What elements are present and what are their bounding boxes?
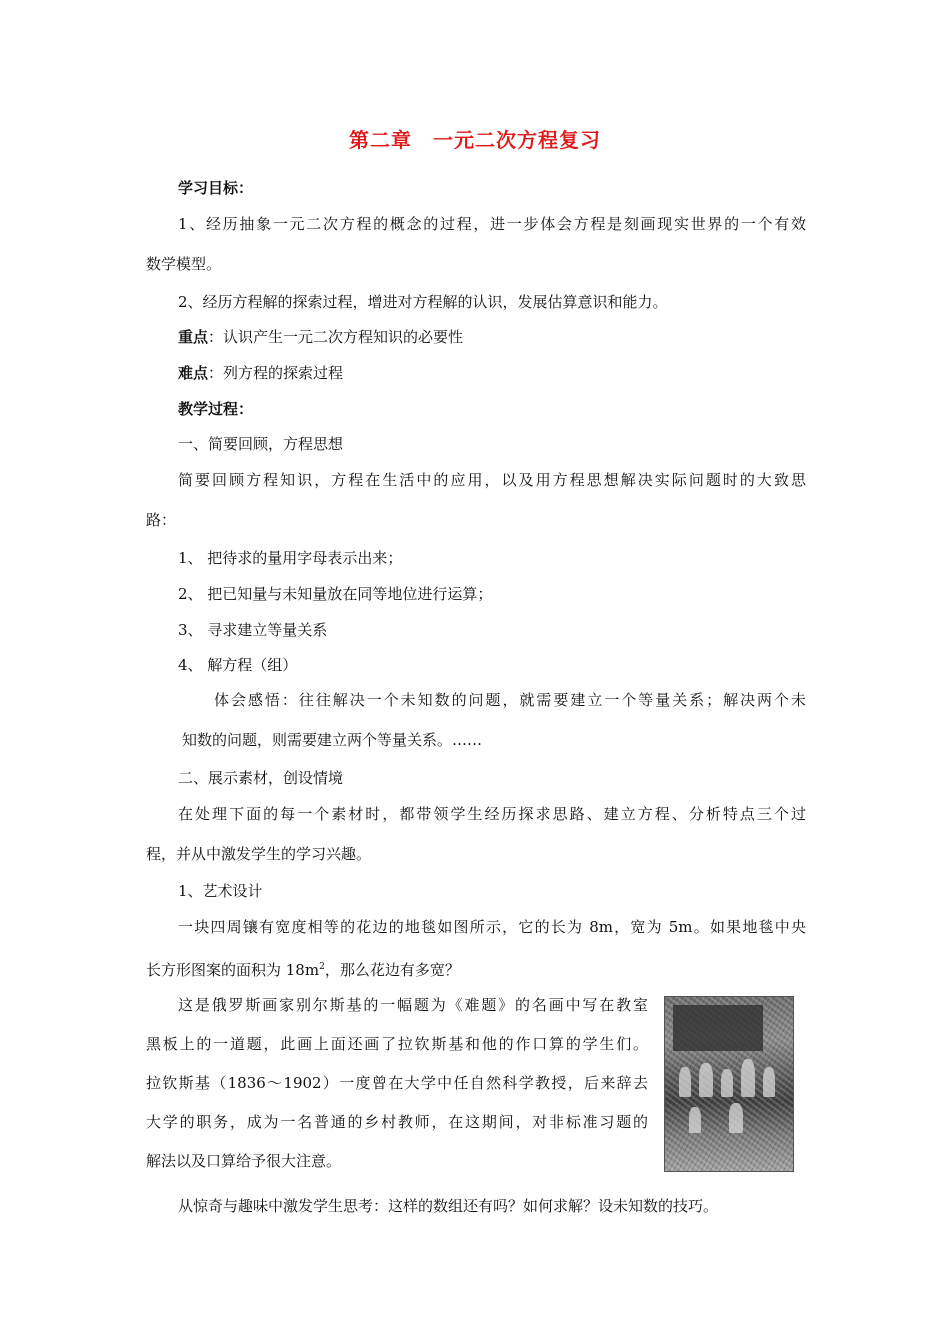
painting-image [664, 996, 794, 1172]
insight-line-1: 体会感悟：往往解决一个未知数的问题，就需要建立一个等量关系；解决两个未 [214, 691, 806, 709]
difficulty-text: ：列方程的探索过程 [208, 364, 344, 382]
section-2-line-1: 在处理下面的每一个素材时，都带领学生经历探求思路、建立方程、分析特点三个过 [178, 805, 806, 823]
objectives-label: 学习目标： [178, 179, 254, 197]
step-2: 2、 把已知量与未知量放在同等地位进行运算； [178, 585, 493, 603]
objective-2: 2、经历方程解的探索过程，增进对方程解的认识，发展估算意识和能力。 [178, 293, 668, 311]
document-title: 第二章 一元二次方程复习 [349, 128, 601, 152]
step-3: 3、 寻求建立等量关系 [178, 621, 328, 639]
figure-shape [689, 1107, 701, 1133]
step-4: 4、 解方程（组） [178, 656, 298, 674]
key-point [178, 327, 463, 347]
story-line-1: 这是俄罗斯画家别尔斯基的一幅题为《难题》的名画中写在教室 [178, 996, 648, 1014]
closing-line: 从惊奇与趣味中激发学生思考：这样的数组还有吗？如何求解？设未知数的技巧。 [178, 1197, 719, 1215]
story-line-2: 黑板上的一道题，此画上面还画了拉钦斯基和他的作口算的学生们。 [146, 1035, 648, 1053]
insight-line-2: 知数的问题，则需要建立两个等量关系。…… [182, 731, 483, 749]
figure-shape [679, 1067, 691, 1097]
art-line-2-text: 长方形图案的面积为 18m [146, 961, 320, 979]
objective-1-line-1: 1、经历抽象一元二次方程的概念的过程，进一步体会方程是刻画现实世界的一个有效 [178, 215, 806, 233]
art-line-1: 一块四周镶有宽度相等的花边的地毯如图所示，它的长为 8m，宽为 5m。如果地毯中央 [178, 918, 806, 936]
art-heading: 1、艺术设计 [178, 882, 263, 900]
difficulty [178, 363, 343, 383]
story-line-5: 解法以及口算给予很大注意。 [146, 1152, 342, 1170]
art-line-2-question: ，那么花边有多宽？ [324, 961, 460, 979]
figure-shape [763, 1067, 775, 1097]
blackboard-shape [673, 1005, 763, 1051]
figure-shape [741, 1059, 755, 1097]
step-1: 1、 把待求的量用字母表示出来； [178, 549, 403, 567]
section-1-heading: 一、简要回顾，方程思想 [178, 435, 344, 453]
difficulty-label: 难点 [178, 364, 209, 382]
story-line-3: 拉钦斯基（1836～1902）一度曾在大学中任自然科学教授，后来辞去 [146, 1074, 648, 1092]
key-point-text: ：认识产生一元二次方程知识的必要性 [208, 328, 464, 346]
story-line-4: 大学的职务，成为一名普通的乡村教师，在这期间，对非标准习题的 [146, 1113, 648, 1131]
figure-shape [721, 1069, 733, 1097]
process-label: 教学过程： [178, 400, 254, 418]
section-2-line-2: 程，并从中激发学生的学习兴趣。 [146, 845, 372, 863]
figure-shape [729, 1103, 743, 1133]
art-line-2 [146, 957, 460, 980]
figure-shape [699, 1063, 713, 1097]
section-1-line-2: 路： [146, 511, 177, 529]
key-point-label: 重点 [178, 328, 209, 346]
superscript-2: 2 [319, 962, 325, 972]
section-1-line-1: 简要回顾方程知识，方程在生活中的应用，以及用方程思想解决实际问题时的大致思 [178, 471, 806, 489]
objective-1-line-2: 数学模型。 [146, 255, 222, 273]
section-2-heading: 二、展示素材，创设情境 [178, 769, 344, 787]
